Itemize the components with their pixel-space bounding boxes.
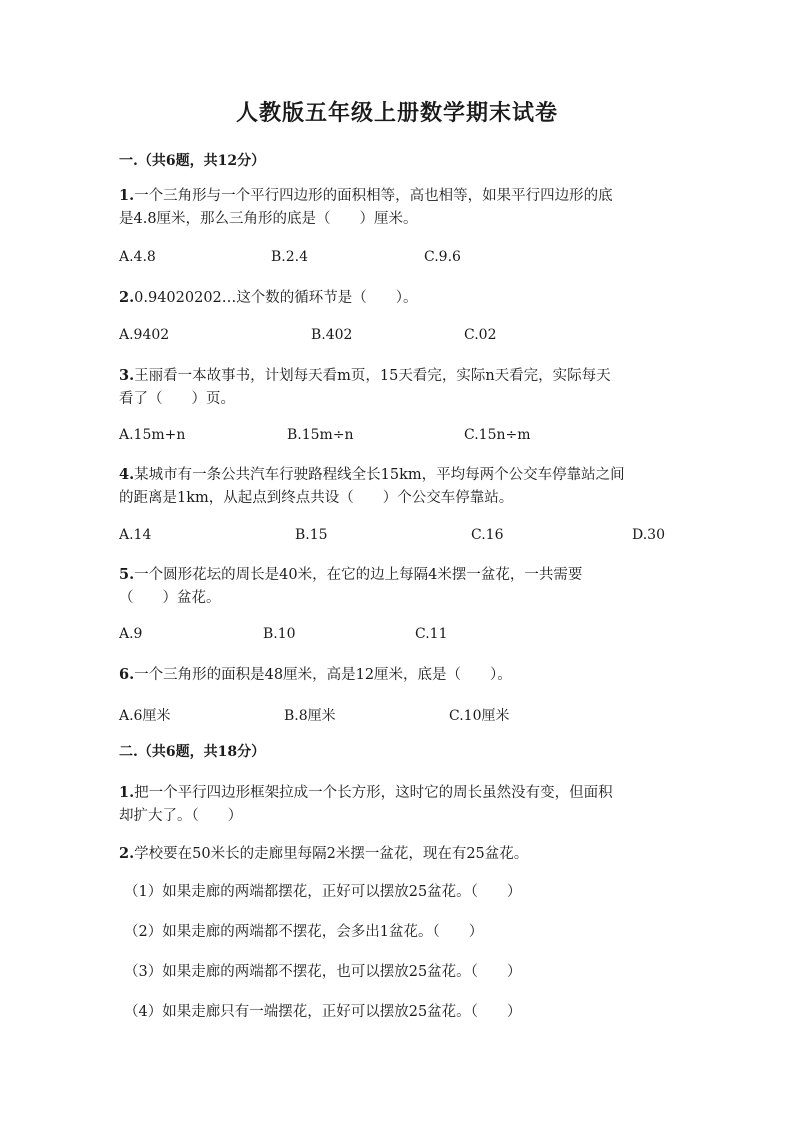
question-4-options (119, 527, 679, 547)
option-d[interactable]: D.30 (632, 527, 665, 543)
question-4 (119, 463, 679, 510)
question-text-line-2: （ ）盆花。 (119, 590, 221, 606)
question-text-line-1: 0.94020202…这个数的循环节是（ ）。 (134, 290, 418, 306)
question-text-line-1: 一个圆形花坛的周长是40米，在它的边上每隔4米摆一盆花，一共需要 (134, 567, 583, 583)
question-number: 2. (119, 289, 135, 306)
question-number: 4. (119, 466, 135, 483)
question-2-options (119, 327, 679, 347)
question-3 (119, 364, 679, 411)
option-c[interactable]: C.16 (471, 527, 504, 543)
question-number: 3. (119, 367, 135, 384)
option-b[interactable]: B.8厘米 (284, 708, 336, 724)
question-2 (119, 286, 679, 310)
question-text-line-2: 看了（ ）页。 (119, 391, 235, 407)
option-b[interactable]: B.15m÷n (287, 427, 354, 443)
question-1 (119, 184, 679, 231)
question-text-line-2: 的距离是1km，从起点到终点共设（ ）个公交车停靠站。 (119, 490, 514, 506)
question-6-options (119, 705, 679, 725)
option-c[interactable]: C.10厘米 (449, 708, 510, 724)
page-title: 人教版五年级上册数学期末试卷 (235, 100, 558, 126)
option-a[interactable]: A.4.8 (119, 249, 156, 265)
option-b[interactable]: B.10 (263, 626, 296, 642)
question-number: 5. (119, 566, 135, 583)
question-number: 6. (119, 666, 135, 683)
section-2-heading: 二.（共6题，共18分） (119, 744, 266, 760)
option-a[interactable]: A.14 (119, 527, 152, 543)
tf-sub-question-4: （4）如果走廊只有一端摆花，正好可以摆放25盆花。（ ） (124, 1004, 522, 1020)
question-text-line-1: 把一个平行四边形框架拉成一个长方形，这时它的周长虽然没有变，但面积 (134, 785, 613, 801)
question-text-line-1: 一个三角形与一个平行四边形的面积相等，高也相等，如果平行四边形的底 (134, 188, 613, 204)
question-5 (119, 563, 679, 610)
question-3-options (119, 427, 679, 447)
question-text-line-1: 学校要在50米长的走廊里每隔2米摆一盆花，现在有25盆花。 (134, 846, 529, 862)
option-a[interactable]: A.9402 (119, 327, 170, 343)
question-number: 1. (119, 784, 135, 801)
question-number: 2. (119, 845, 135, 862)
option-b[interactable]: B.15 (295, 527, 328, 543)
tf-sub-question-3: （3）如果走廊的两端都不摆花，也可以摆放25盆花。（ ） (124, 964, 522, 980)
question-text-line-2: 是4.8厘米，那么三角形的底是（ ）厘米。 (119, 211, 418, 227)
question-text-line-2: 却扩大了。（ ） (119, 808, 243, 824)
question-6 (119, 663, 679, 687)
tf-sub-question-1: （1）如果走廊的两端都摆花，正好可以摆放25盆花。（ ） (124, 884, 522, 900)
question-text-line-1: 一个三角形的面积是48厘米，高是12厘米，底是（ ）。 (134, 667, 512, 683)
tf-question-2 (119, 842, 679, 866)
option-a[interactable]: A.15m+n (119, 427, 186, 443)
question-text-line-1: 某城市有一条公共汽车行驶路程线全长15km，平均每两个公交车停靠站之间 (134, 467, 625, 483)
option-b[interactable]: B.402 (311, 327, 353, 343)
tf-sub-question-2: （2）如果走廊的两端都不摆花，会多出1盆花。（ ） (124, 924, 484, 940)
option-c[interactable]: C.11 (415, 626, 448, 642)
section-1-heading: 一.（共6题，共12分） (119, 153, 266, 169)
option-c[interactable]: C.9.6 (424, 249, 461, 265)
option-c[interactable]: C.02 (464, 327, 497, 343)
option-c[interactable]: C.15n÷m (464, 427, 531, 443)
question-1-options (119, 249, 679, 269)
question-5-options (119, 626, 679, 646)
question-text-line-1: 王丽看一本故事书，计划每天看m页，15天看完，实际n天看完，实际每天 (134, 368, 611, 384)
question-number: 1. (119, 187, 135, 204)
tf-question-1 (119, 781, 679, 828)
option-b[interactable]: B.2.4 (271, 249, 309, 265)
option-a[interactable]: A.6厘米 (119, 708, 171, 724)
option-a[interactable]: A.9 (119, 626, 143, 642)
